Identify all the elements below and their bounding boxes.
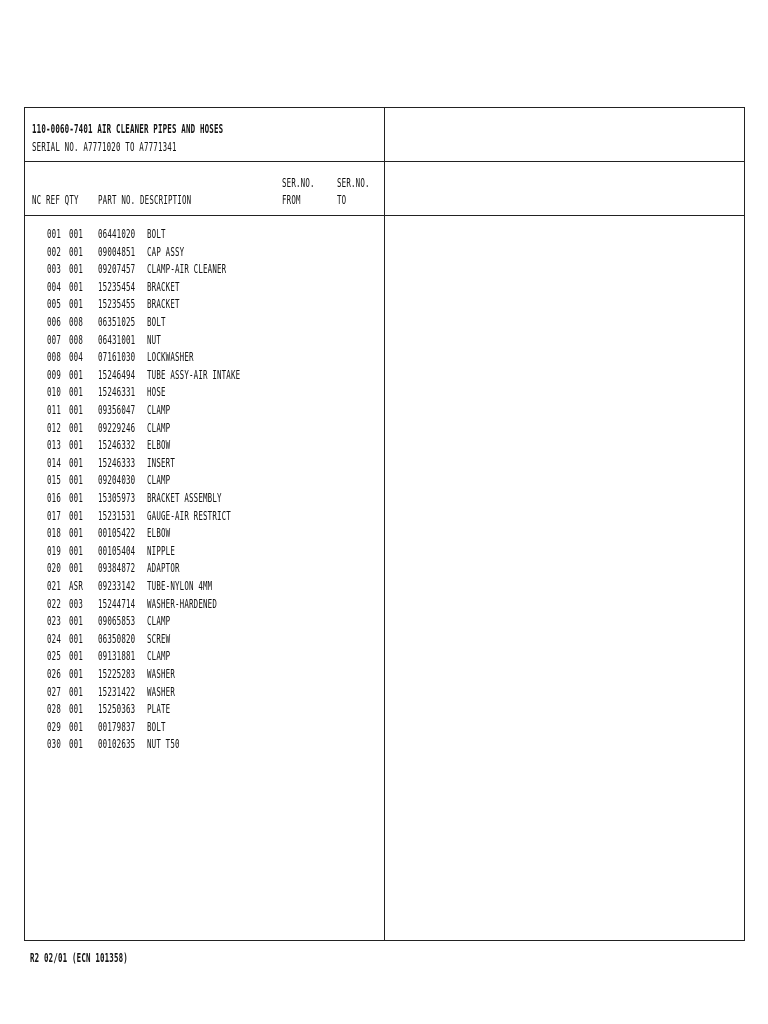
qty-cell: 001 — [69, 543, 83, 558]
ref-cell: 022 — [47, 596, 61, 611]
ref-cell: 027 — [47, 684, 61, 699]
ref-cell: 004 — [47, 279, 61, 294]
part-number-cell: 15246333 — [98, 455, 136, 470]
description-cell: WASHER-HARDENED — [147, 596, 217, 611]
ref-cell: 006 — [47, 315, 61, 329]
ref-cell: 016 — [47, 491, 61, 505]
ref-cell: 005 — [47, 297, 61, 312]
revision-footer: R2 02/01 (ECN 101358) — [30, 951, 128, 965]
part-number-cell: 06351025 — [98, 315, 136, 329]
qty-cell: 008 — [69, 332, 83, 347]
qty-cell: 001 — [69, 614, 83, 629]
description-cell: CLAMP — [147, 649, 171, 664]
part-number-cell: 00102635 — [98, 737, 136, 752]
part-number-cell: 00105422 — [98, 526, 136, 541]
description-cell: BOLT — [147, 227, 166, 241]
col-from: FROM — [282, 193, 301, 207]
col-ser-no-to-label: SER.NO. — [337, 176, 370, 190]
page-title: 110-0060-7401 AIR CLEANER PIPES AND HOSES — [32, 122, 224, 136]
qty-cell: 001 — [69, 420, 83, 435]
description-cell: CAP ASSY — [147, 244, 185, 259]
part-number-cell: 00105404 — [98, 543, 136, 558]
ref-cell: 028 — [47, 702, 61, 717]
qty-cell: 001 — [69, 455, 83, 470]
qty-cell: ASR — [69, 579, 83, 593]
description-cell: INSERT — [147, 455, 175, 470]
description-cell: SCREW — [147, 631, 171, 646]
part-number-cell: 09356047 — [98, 403, 136, 417]
qty-cell: 001 — [69, 649, 83, 664]
part-number-cell: 09229246 — [98, 420, 136, 435]
col-nc-ref-qty: NC REF QTY — [32, 193, 79, 207]
ref-cell: 020 — [47, 561, 61, 576]
description-cell: CLAMP — [147, 614, 171, 629]
description-cell: NUT T50 — [147, 737, 180, 752]
qty-cell: 001 — [69, 667, 83, 681]
part-number-cell: 15231531 — [98, 508, 136, 523]
qty-cell: 001 — [69, 702, 83, 717]
part-number-cell: 09004851 — [98, 244, 136, 259]
description-cell: NUT — [147, 332, 161, 347]
part-number-cell: 15235454 — [98, 279, 136, 294]
qty-cell: 001 — [69, 227, 83, 241]
description-cell: CLAMP-AIR CLEANER — [147, 262, 227, 277]
ref-cell: 025 — [47, 649, 61, 664]
description-cell: BRACKET ASSEMBLY — [147, 491, 222, 505]
col-part-description: PART NO. DESCRIPTION — [98, 193, 192, 207]
description-cell: NIPPLE — [147, 543, 175, 558]
part-number-cell: 15235455 — [98, 297, 136, 312]
qty-cell: 004 — [69, 350, 83, 365]
ref-cell: 024 — [47, 631, 61, 646]
ref-cell: 014 — [47, 455, 61, 470]
ref-cell: 003 — [47, 262, 61, 277]
qty-cell: 003 — [69, 596, 83, 611]
description-cell: CLAMP — [147, 403, 171, 417]
ref-cell: 001 — [47, 227, 61, 241]
part-number-cell: 00179837 — [98, 719, 136, 734]
ref-cell: 029 — [47, 719, 61, 734]
part-number-cell: 09384872 — [98, 561, 136, 576]
ref-cell: 026 — [47, 667, 61, 681]
ref-cell: 023 — [47, 614, 61, 629]
ref-cell: 013 — [47, 438, 61, 453]
header-divider — [25, 161, 744, 162]
description-cell: ELBOW — [147, 438, 171, 453]
ref-cell: 002 — [47, 244, 61, 259]
part-number-cell: 15231422 — [98, 684, 136, 699]
part-number-cell: 09233142 — [98, 579, 136, 593]
description-cell: BOLT — [147, 719, 166, 734]
qty-cell: 001 — [69, 438, 83, 453]
description-cell: ELBOW — [147, 526, 171, 541]
ref-cell: 018 — [47, 526, 61, 541]
qty-cell: 008 — [69, 315, 83, 329]
description-cell: GAUGE-AIR RESTRICT — [147, 508, 231, 523]
qty-cell: 001 — [69, 262, 83, 277]
part-number-cell: 06431001 — [98, 332, 136, 347]
qty-cell: 001 — [69, 737, 83, 752]
part-number-cell: 15244714 — [98, 596, 136, 611]
ref-cell: 007 — [47, 332, 61, 347]
ref-cell: 008 — [47, 350, 61, 365]
part-number-cell: 15246331 — [98, 385, 136, 400]
part-number-cell: 15246332 — [98, 438, 136, 453]
qty-cell: 001 — [69, 508, 83, 523]
qty-cell: 001 — [69, 719, 83, 734]
qty-cell: 001 — [69, 526, 83, 541]
part-number-cell: 06441020 — [98, 227, 136, 241]
part-number-cell: 15305973 — [98, 491, 136, 505]
description-cell: CLAMP — [147, 420, 171, 435]
part-number-cell: 15225283 — [98, 667, 136, 681]
ref-cell: 030 — [47, 737, 61, 752]
ref-cell: 015 — [47, 473, 61, 488]
description-cell: HOSE — [147, 385, 166, 400]
ref-cell: 009 — [47, 367, 61, 382]
qty-cell: 001 — [69, 631, 83, 646]
part-number-cell: 15246494 — [98, 367, 136, 382]
description-cell: BOLT — [147, 315, 166, 329]
column-divider — [384, 108, 385, 940]
description-cell: WASHER — [147, 684, 175, 699]
qty-cell: 001 — [69, 684, 83, 699]
qty-cell: 001 — [69, 491, 83, 505]
qty-cell: 001 — [69, 403, 83, 417]
qty-cell: 001 — [69, 279, 83, 294]
part-number-cell: 09207457 — [98, 262, 136, 277]
ref-cell: 021 — [47, 579, 61, 593]
serial-range: SERIAL NO. A7771020 TO A7771341 — [32, 140, 177, 154]
ref-cell: 017 — [47, 508, 61, 523]
ref-cell: 019 — [47, 543, 61, 558]
qty-cell: 001 — [69, 385, 83, 400]
description-cell: ADAPTOR — [147, 561, 180, 576]
description-cell: BRACKET — [147, 279, 180, 294]
qty-cell: 001 — [69, 561, 83, 576]
ref-cell: 011 — [47, 403, 61, 417]
part-number-cell: 15250363 — [98, 702, 136, 717]
description-cell: PLATE — [147, 702, 171, 717]
description-cell: BRACKET — [147, 297, 180, 312]
qty-cell: 001 — [69, 244, 83, 259]
qty-cell: 001 — [69, 473, 83, 488]
description-cell: LOCKWASHER — [147, 350, 194, 365]
part-number-cell: 07161030 — [98, 350, 136, 365]
description-cell: TUBE ASSY-AIR INTAKE — [147, 367, 241, 382]
column-header-divider — [25, 215, 744, 216]
ref-cell: 010 — [47, 385, 61, 400]
col-ser-no-from-label: SER.NO. — [282, 176, 315, 190]
description-cell: WASHER — [147, 667, 175, 681]
description-cell: TUBE-NYLON 4MM — [147, 579, 213, 593]
ref-cell: 012 — [47, 420, 61, 435]
part-number-cell: 09204030 — [98, 473, 136, 488]
part-number-cell: 09131881 — [98, 649, 136, 664]
part-number-cell: 09065853 — [98, 614, 136, 629]
qty-cell: 001 — [69, 297, 83, 312]
col-to: TO — [337, 193, 347, 207]
parts-list-sheet — [24, 107, 745, 941]
description-cell: CLAMP — [147, 473, 171, 488]
qty-cell: 001 — [69, 367, 83, 382]
part-number-cell: 06350820 — [98, 631, 136, 646]
